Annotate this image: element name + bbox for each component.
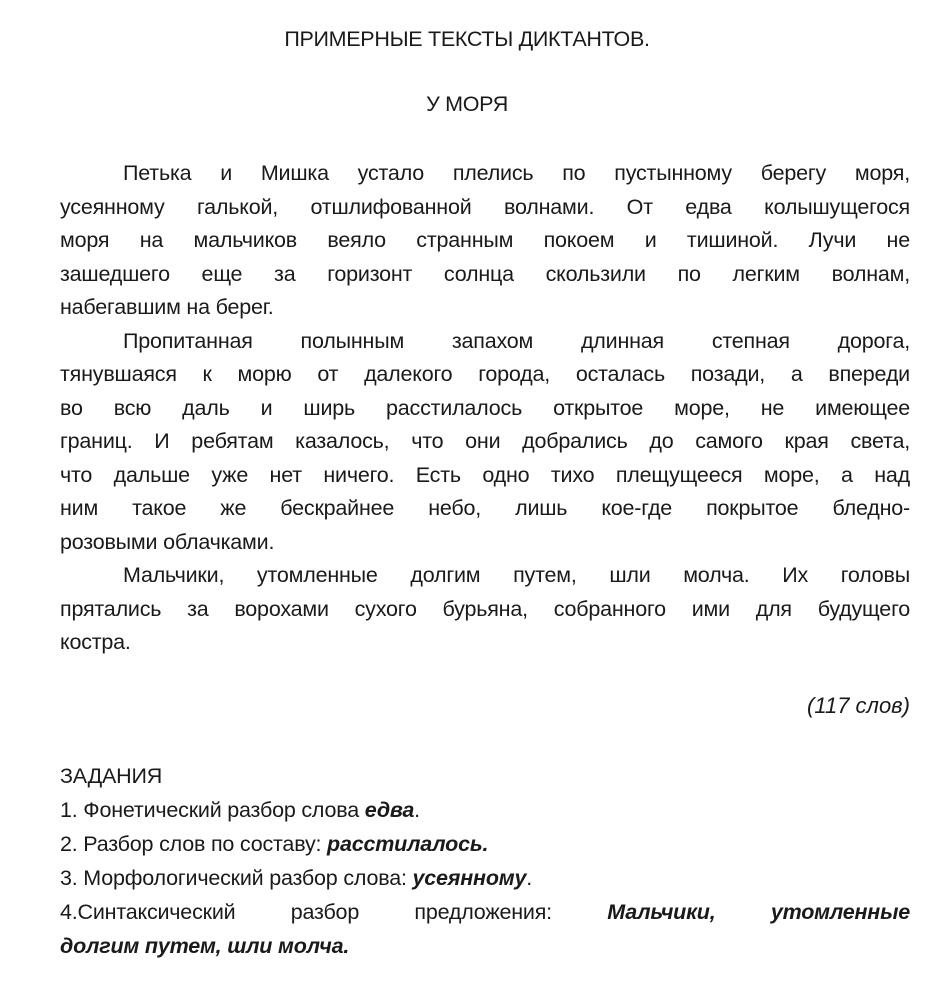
task-tail: . — [414, 798, 420, 822]
text-line: усеянному галькой, отшлифованной волнами. От едва колышущегося — [60, 194, 910, 219]
text-line: Пропитанная полынным запахом длинная степная дорога, — [123, 328, 910, 353]
text-line: розовыми облачками. — [60, 529, 275, 554]
tasks-heading: ЗАДАНИЯ — [60, 764, 163, 788]
task-word: усеянному — [412, 866, 527, 890]
task-word: Мальчики, утомленные — [607, 900, 910, 924]
text-line: во всю даль и ширь расстилалось открытое море, не имеющее — [60, 395, 910, 420]
task-tail: . — [526, 866, 533, 890]
task-item — [60, 861, 910, 895]
text-line: костра. — [60, 630, 131, 654]
task-word: расстилалось. — [327, 832, 489, 856]
task-item-continuation: долгим путем, шли молча. — [60, 934, 350, 958]
text-line: границ. И ребятам казалось, что они добрались до самого края света, — [60, 429, 910, 453]
text-line: Мальчики, утомленные долгим путем, шли молча. Их головы — [123, 563, 910, 587]
task-item — [60, 793, 910, 827]
text-line: набегавшим на берег. — [60, 295, 274, 319]
text-line: зашедшего еще за горизонт солнца скользили по легким волнам, — [60, 261, 910, 286]
task-text: 2. Разбор слов по составу: — [60, 832, 328, 856]
text-line: ним такое же бескрайнее небо, лишь кое-где покрытое бледно- — [60, 496, 910, 520]
task-text: 3. Морфологический разбор слова: — [60, 866, 413, 890]
task-text: 4.Синтаксический разбор предложения: — [60, 900, 608, 924]
text-line: моря на мальчиков веяло странным покоем и тишиной. Лучи не — [60, 228, 910, 252]
task-item — [60, 895, 910, 929]
tasks-section — [60, 759, 910, 963]
dictation-text — [60, 157, 910, 660]
text-line: прятались за ворохами сухого бурьяна, собранного ими для будущего — [60, 596, 910, 621]
text-line: что дальше уже нет ничего. Есть одно тихо плещущееся море, а над — [60, 462, 910, 487]
task-item — [60, 827, 910, 861]
word-count: (117 слов) — [807, 693, 910, 718]
task-text: 1. Фонетический разбор слова — [60, 798, 365, 822]
dictation-title: У МОРЯ — [426, 92, 508, 116]
text-line: тянувшаяся к морю от далекого города, осталась позади, а впереди — [60, 362, 910, 386]
text-line: Петька и Мишка устало плелись по пустынному берегу моря, — [123, 161, 910, 185]
document-title: ПРИМЕРНЫЕ ТЕКСТЫ ДИКТАНТОВ. — [284, 27, 650, 51]
task-word: едва — [364, 798, 415, 822]
